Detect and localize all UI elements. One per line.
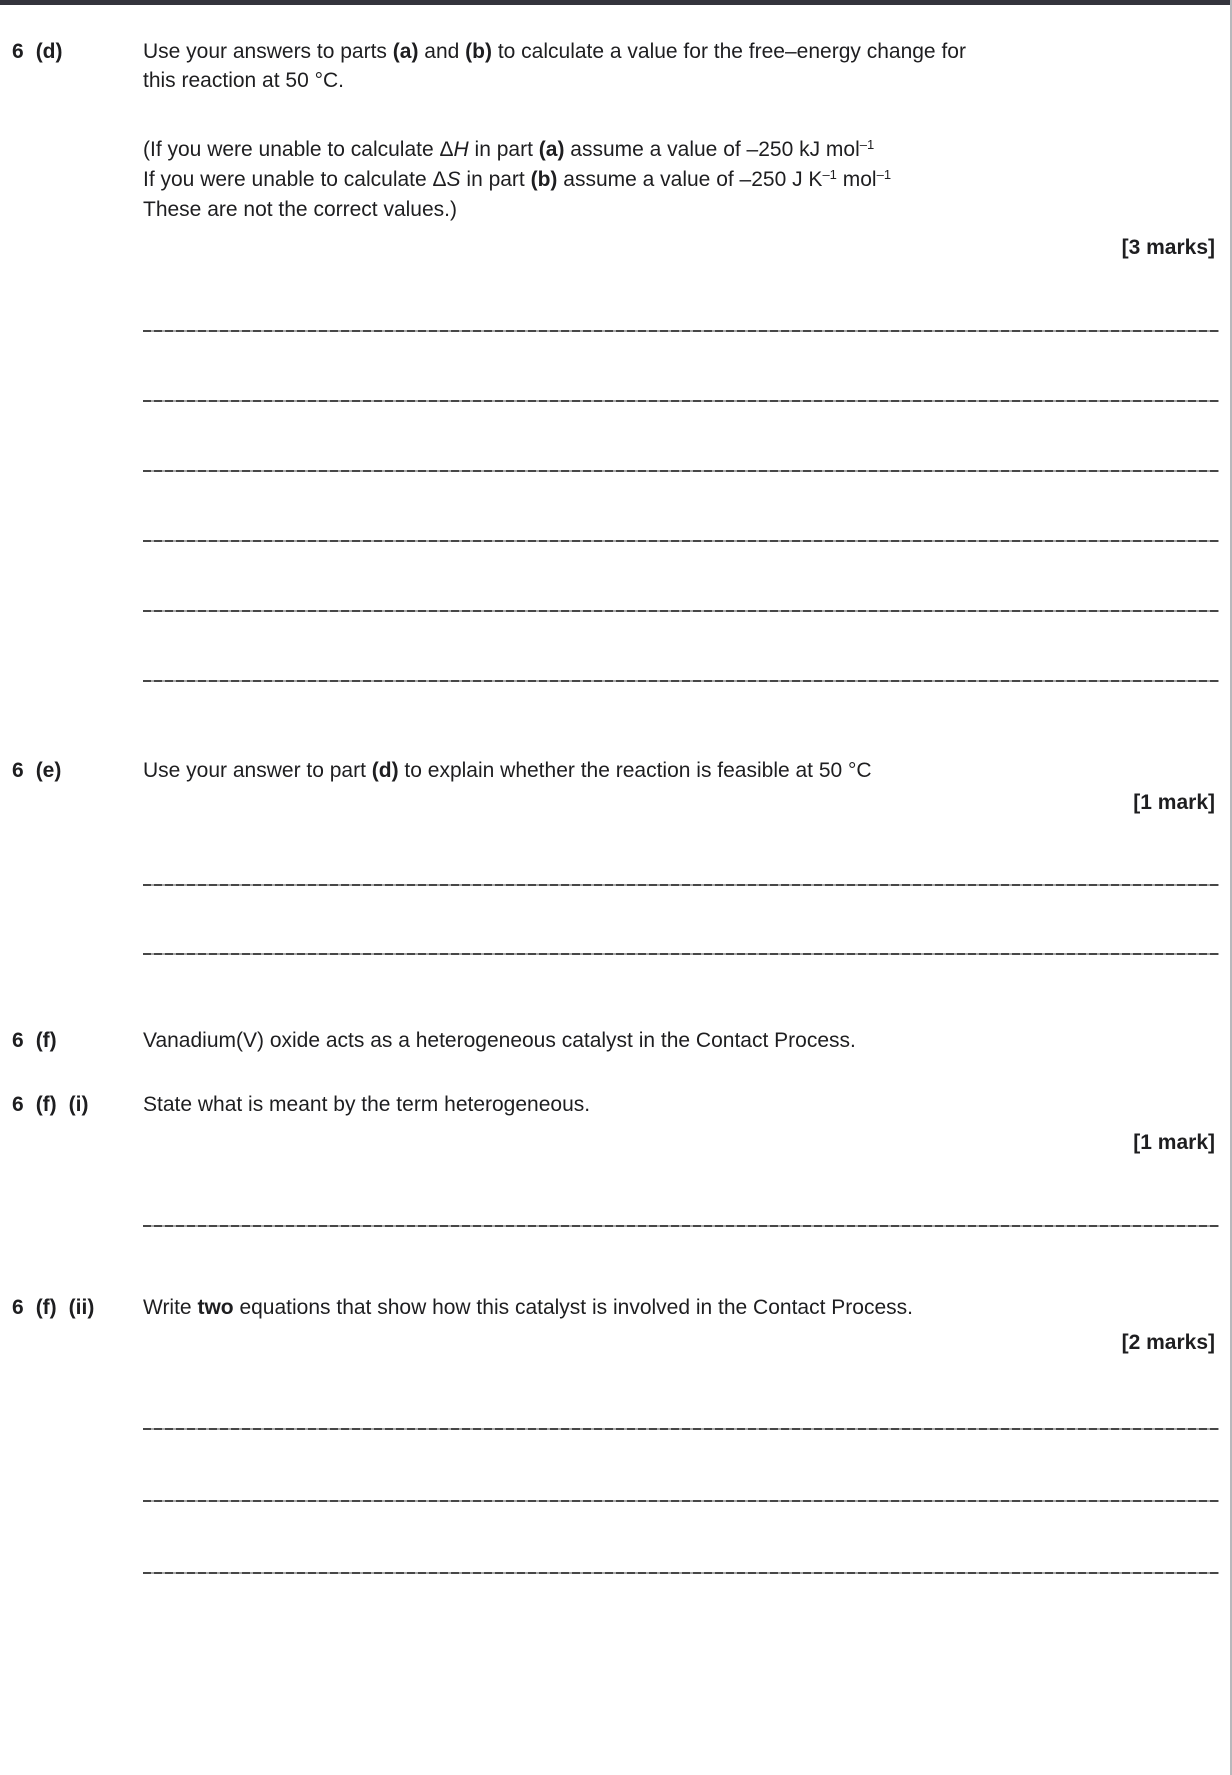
question-number: 6: [12, 40, 24, 63]
text-run: (d): [371, 759, 399, 782]
answer-line: [143, 330, 1219, 332]
question-6e-row: [12, 756, 1215, 785]
text-run: (If you were unable to calculate: [143, 138, 440, 161]
answer-line: [143, 953, 1219, 955]
question-6d-note-line2: [143, 165, 1215, 195]
question-number: 6: [12, 1093, 24, 1116]
question-6d-marks: [3 marks]: [1121, 236, 1215, 259]
text-run: Vanadium(V) oxide acts as a heterogeneous catalyst in the Contact Process.: [143, 1029, 856, 1052]
question-6fi-row: [12, 1090, 1215, 1119]
question-number: 6: [12, 1029, 24, 1052]
text-run: –1: [859, 137, 875, 152]
question-6fii-row: [12, 1293, 1215, 1322]
text-run: and: [418, 40, 466, 63]
question-subpart: (ii): [68, 1296, 95, 1319]
question-6d-text-line1: [143, 37, 1215, 66]
text-run: Use your answer to part: [143, 759, 372, 782]
text-run: two: [197, 1296, 234, 1319]
question-6fii-label: [12, 1293, 143, 1322]
text-run: Δ: [439, 138, 454, 161]
question-6e-label: [12, 756, 143, 785]
question-6f-label: [12, 1026, 143, 1055]
text-run: (a): [538, 138, 565, 161]
question-subpart: (i): [68, 1093, 89, 1116]
question-6f-row: [12, 1026, 1215, 1055]
answer-line: [143, 1572, 1219, 1574]
question-part: (f): [35, 1093, 57, 1116]
text-run: (a): [392, 40, 419, 63]
text-run: to calculate a value for the free–energy change for: [491, 40, 966, 63]
answer-line: [143, 1428, 1219, 1430]
answer-line: [143, 400, 1219, 402]
answer-line: [143, 680, 1219, 682]
text-run: in part: [468, 138, 539, 161]
text-run: If you were unable to calculate: [143, 168, 433, 191]
text-run: in part: [460, 168, 531, 191]
question-6fi-marks: [1 mark]: [1133, 1131, 1215, 1154]
question-6fi-text-line1: [143, 1090, 1215, 1119]
question-6e-text-line1: [143, 756, 1215, 785]
text-run: These are not the correct values.): [143, 198, 457, 221]
text-run: assume a value of –250 kJ mol: [564, 138, 860, 161]
answer-line: [143, 1500, 1219, 1502]
question-number: 6: [12, 1296, 24, 1319]
text-run: Use your answers to parts: [143, 40, 393, 63]
answer-line: [143, 610, 1219, 612]
question-6fii-text-line1: [143, 1293, 1215, 1322]
text-run: this reaction at 50 °C.: [143, 69, 344, 92]
question-6fii-marks: [2 marks]: [1121, 1331, 1215, 1354]
question-number: 6: [12, 759, 24, 782]
question-6f-text-line1: [143, 1026, 1215, 1055]
text-run: –1: [876, 167, 892, 182]
answer-line: [143, 470, 1219, 472]
text-run: H: [453, 138, 469, 161]
question-6d-row: [12, 37, 1215, 66]
page-top-bar: [0, 0, 1232, 5]
question-part: (f): [35, 1296, 57, 1319]
text-run: S: [446, 168, 461, 191]
answer-line: [143, 884, 1219, 886]
question-6d-note-line1: [143, 135, 1215, 165]
question-6d-text-line2: [143, 66, 1215, 95]
text-run: equations that show how this catalyst is involved in the Contact Process.: [233, 1296, 913, 1319]
question-6d-label: [12, 37, 143, 66]
text-run: Δ: [432, 168, 447, 191]
question-part: (f): [35, 1029, 57, 1052]
question-6fi-label: [12, 1090, 143, 1119]
text-run: Write: [143, 1296, 198, 1319]
answer-line: [143, 1225, 1219, 1227]
text-run: –1: [822, 167, 837, 182]
text-run: mol: [836, 168, 877, 191]
text-run: assume a value of –250 J K: [557, 168, 823, 191]
answer-line: [143, 540, 1219, 542]
question-6d-note-line3: [143, 195, 1215, 225]
text-run: (b): [530, 168, 558, 191]
text-run: (b): [465, 40, 492, 63]
text-run: to explain whether the reaction is feasible at 50 °C: [398, 759, 872, 782]
question-part: (e): [35, 759, 62, 782]
question-part: (d): [35, 40, 63, 63]
question-6e-marks: [1 mark]: [1133, 791, 1215, 814]
text-run: State what is meant by the term heterogeneous.: [143, 1093, 591, 1116]
